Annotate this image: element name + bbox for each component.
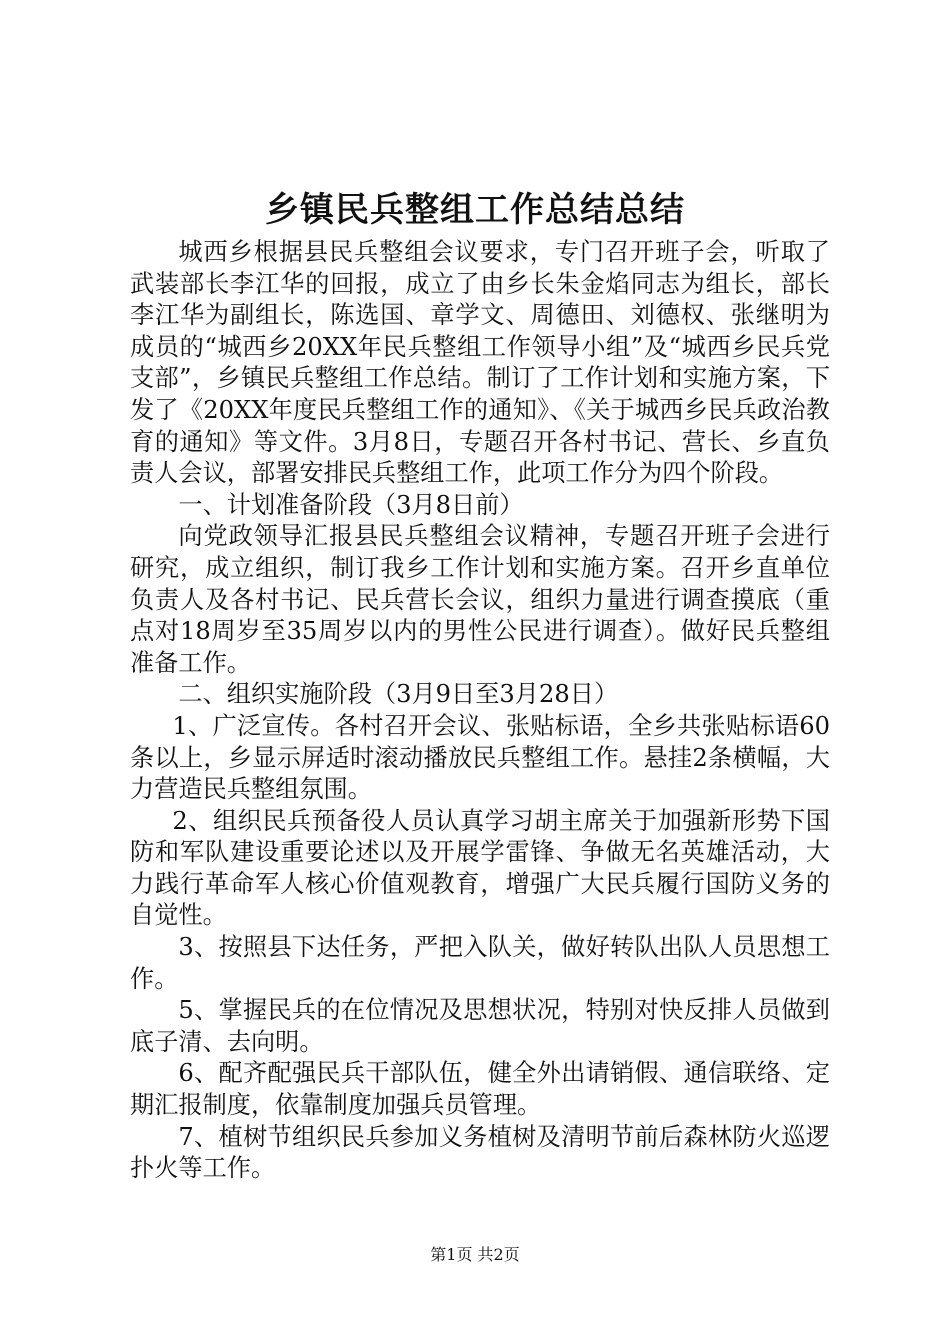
paragraph-intro: 城西乡根据县民兵整组会议要求，专门召开班子会，听取了武装部长李江华的回报，成立了由乡长朱金焰同志为组长，部长李江华为副组长，陈选国、章学文、周德田、刘德权、张继明为成员的“城西乡20XX年民兵整组工作领导小组”及“城西乡民兵党支部”，乡镇民兵整组工作总结。制订了工作计划和实施方案，下发了《20XX年度民兵整组工作的通知》、《关于城西乡民兵政治教育的通知》等文件。3月8日，专题召开各村书记、营长、乡直负责人会议，部署安排民兵整组工作，此项工作分为四个阶段。 xyxy=(130,238,830,488)
section-heading-implementation: 二、组织实施阶段（3月9日至3月28日） xyxy=(178,680,619,709)
list-item-status: 5、掌握民兵的在位情况及思想状况，特别对快反排人员做到底子清、去向明。 xyxy=(130,996,830,1056)
list-item-admission: 3、按照县下达任务，严把入队关，做好转队出队人员思想工作。 xyxy=(130,933,830,993)
list-item-publicity: 1、广泛宣传。各村召开会议、张贴标语，全乡共张贴标语60条以上，乡显示屏适时滚动播放民兵整组工作。悬挂2条横幅，大力营造民兵整组氛围。 xyxy=(130,711,830,804)
list-item-cadres: 6、配齐配强民兵干部队伍，健全外出请销假、通信联络、定期汇报制度，依靠制度加强兵员管理。 xyxy=(130,1059,830,1120)
list-item-tree-planting: 7、植树节组织民兵参加义务植树及清明节前后森林防火巡逻扑火等工作。 xyxy=(130,1122,830,1183)
document-body xyxy=(130,237,830,1185)
page-footer: 第1页 共2页 xyxy=(430,1245,520,1264)
paragraph-preparation: 向党政领导汇报县民兵整组会议精神，专题召开班子会进行研究，成立组织，制订我乡工作计划和实施方案。召开乡直单位负责人及各村书记、民兵营长会议，组织力量进行调查摸底（重点对18周岁至35周岁以内的男性公民进行调查）。做好民兵整组准备工作。 xyxy=(130,522,830,677)
list-item-study: 2、组织民兵预备役人员认真学习胡主席关于加强新形势下国防和军队建设重要论述以及开展学雷锋、争做无名英雄活动，大力践行革命军人核心价值观教育，增强广大民兵履行国防义务的自觉性。 xyxy=(130,806,830,930)
page-title: 乡镇民兵整组工作总结总结 xyxy=(265,190,685,230)
section-heading-preparation: 一、计划准备阶段（3月8日前） xyxy=(178,490,524,519)
